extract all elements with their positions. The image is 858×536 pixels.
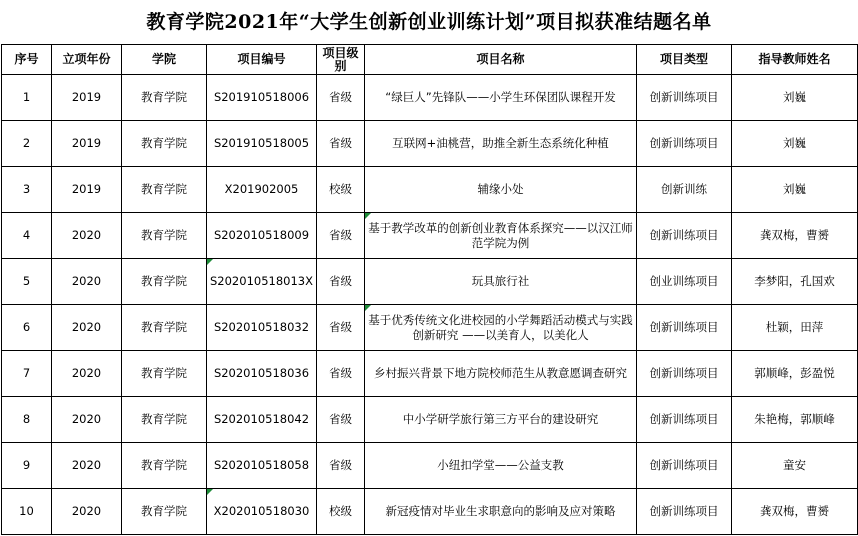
cell-type: 创新训练项目 [637, 489, 732, 535]
cell-code: S202010518013X [207, 259, 317, 305]
table-row [2, 167, 858, 213]
cell-year: 2019 [52, 167, 122, 213]
cell-college: 教育学院 [122, 443, 207, 489]
cell-type: 创新训练项目 [637, 121, 732, 167]
cell-no: 10 [2, 489, 52, 535]
cell-no: 9 [2, 443, 52, 489]
cell-name: 互联网+油桃营，助推全新生态系统化种植 [365, 121, 637, 167]
cell-college: 教育学院 [122, 489, 207, 535]
cell-level: 省级 [317, 443, 365, 489]
cell-name: 中小学研学旅行第三方平台的建设研究 [365, 397, 637, 443]
cell-no: 7 [2, 351, 52, 397]
cell-no: 8 [2, 397, 52, 443]
cell-teacher: 龚双梅，曹赟 [732, 213, 858, 259]
cell-name: “绿巨人”先锋队——小学生环保团队课程开发 [365, 75, 637, 121]
cell-code: X201902005 [207, 167, 317, 213]
cell-no: 4 [2, 213, 52, 259]
cell-college: 教育学院 [122, 75, 207, 121]
table-row [2, 121, 858, 167]
cell-code: S201910518005 [207, 121, 317, 167]
cell-level: 省级 [317, 397, 365, 443]
cell-name: 基于教学改革的创新创业教育体系探究——以汉江师范学院为例 [365, 213, 637, 259]
cell-level: 校级 [317, 167, 365, 213]
cell-college: 教育学院 [122, 259, 207, 305]
cell-code: S202010518032 [207, 305, 317, 351]
cell-year: 2020 [52, 259, 122, 305]
cell-type: 创新训练项目 [637, 75, 732, 121]
cell-code: S202010518042 [207, 397, 317, 443]
cell-year: 2019 [52, 121, 122, 167]
cell-code: S202010518036 [207, 351, 317, 397]
cell-college: 教育学院 [122, 167, 207, 213]
cell-name: 玩具旅行社 [365, 259, 637, 305]
table-row [2, 75, 858, 121]
cell-college: 教育学院 [122, 213, 207, 259]
cell-name: 辅缘小处 [365, 167, 637, 213]
cell-level: 省级 [317, 305, 365, 351]
cell-college: 教育学院 [122, 121, 207, 167]
cell-name: 基于优秀传统文化进校园的小学舞蹈活动模式与实践创新研究 ——以美育人，以美化人 [365, 305, 637, 351]
cell-no: 5 [2, 259, 52, 305]
cell-teacher: 郭顺峰，彭盈悦 [732, 351, 858, 397]
cell-code: S201910518006 [207, 75, 317, 121]
header-teacher: 指导教师姓名 [732, 45, 858, 75]
cell-type: 创业训练项目 [637, 259, 732, 305]
cell-college: 教育学院 [122, 305, 207, 351]
cell-year: 2020 [52, 351, 122, 397]
cell-code: X202010518030 [207, 489, 317, 535]
cell-teacher: 龚双梅，曹赟 [732, 489, 858, 535]
cell-teacher: 李梦阳，孔国欢 [732, 259, 858, 305]
cell-type: 创新训练项目 [637, 213, 732, 259]
cell-no: 2 [2, 121, 52, 167]
cell-name: 乡村振兴背景下地方院校师范生从教意愿调查研究 [365, 351, 637, 397]
cell-teacher: 刘巍 [732, 167, 858, 213]
cell-year: 2020 [52, 443, 122, 489]
cell-teacher: 童安 [732, 443, 858, 489]
cell-code: S202010518009 [207, 213, 317, 259]
header-no: 序号 [2, 45, 52, 75]
page-title: 教育学院2021年“大学生创新创业训练计划”项目拟获准结题名单 [146, 11, 712, 33]
table-row [2, 259, 858, 305]
cell-name: 新冠疫情对毕业生求职意向的影响及应对策略 [365, 489, 637, 535]
cell-type: 创新训练项目 [637, 443, 732, 489]
table-row [2, 397, 858, 443]
cell-teacher: 朱艳梅，郭顺峰 [732, 397, 858, 443]
table-row [2, 351, 858, 397]
cell-level: 省级 [317, 259, 365, 305]
cell-year: 2020 [52, 397, 122, 443]
cell-year: 2020 [52, 213, 122, 259]
project-table [1, 44, 858, 535]
cell-type: 创新训练项目 [637, 305, 732, 351]
header-college: 学院 [122, 45, 207, 75]
cell-teacher: 刘巍 [732, 121, 858, 167]
cell-year: 2020 [52, 489, 122, 535]
header-level: 项目级别 [317, 45, 365, 75]
header-name: 项目名称 [365, 45, 637, 75]
cell-no: 1 [2, 75, 52, 121]
table-row [2, 305, 858, 351]
table-row [2, 213, 858, 259]
cell-code: S202010518058 [207, 443, 317, 489]
cell-type: 创新训练项目 [637, 351, 732, 397]
cell-college: 教育学院 [122, 351, 207, 397]
cell-level: 省级 [317, 75, 365, 121]
cell-teacher: 杜颖，田萍 [732, 305, 858, 351]
cell-type: 创新训练项目 [637, 397, 732, 443]
cell-level: 省级 [317, 213, 365, 259]
table-header-row [2, 45, 858, 75]
table-row [2, 443, 858, 489]
cell-no: 3 [2, 167, 52, 213]
cell-name: 小纽扣学堂——公益支教 [365, 443, 637, 489]
cell-level: 省级 [317, 121, 365, 167]
cell-college: 教育学院 [122, 397, 207, 443]
cell-no: 6 [2, 305, 52, 351]
cell-type: 创新训练 [637, 167, 732, 213]
cell-level: 校级 [317, 489, 365, 535]
header-code: 项目编号 [207, 45, 317, 75]
table-row [2, 489, 858, 535]
cell-level: 省级 [317, 351, 365, 397]
header-year: 立项年份 [52, 45, 122, 75]
cell-year: 2019 [52, 75, 122, 121]
cell-teacher: 刘巍 [732, 75, 858, 121]
cell-year: 2020 [52, 305, 122, 351]
header-type: 项目类型 [637, 45, 732, 75]
